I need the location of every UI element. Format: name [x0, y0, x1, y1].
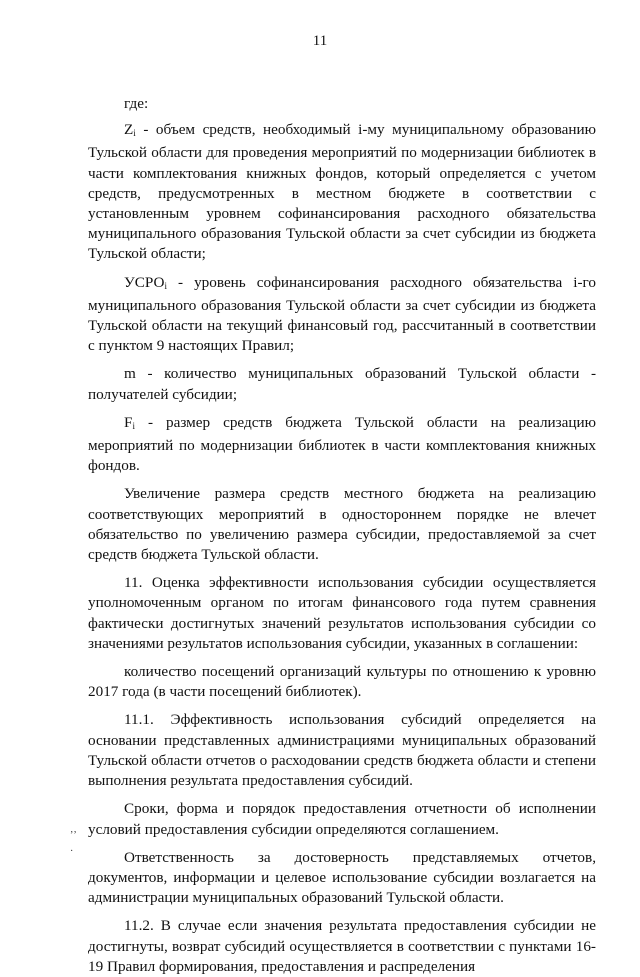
z-definition-text: - объем средств, необходимый i-му муниципальному образованию Тульской области для проведения мероприятий по модернизации библиотек в части комплектования книжных фондов, который определяется с учетом средств, предусмотренных в местном бюджете в соответствии с установленным уровнем софинансирования расходного обязательства муниципального образования Тульской области за счет субсидии из бюджета Тульской области; [88, 121, 596, 263]
paragraph-z-definition [88, 120, 596, 264]
paragraph-m-definition: m - количество муниципальных образований Тульской области - получателей субсидии; [88, 365, 596, 403]
paragraph-f-definition [88, 413, 596, 477]
f-definition-text: - размер средств бюджета Тульской области на реализацию мероприятий по модернизации библиотек в части комплектования книжных фондов. [88, 413, 596, 475]
paragraph-where: где: [124, 95, 149, 112]
paragraph-responsibility: Ответственность за достоверность представляемых отчетов, документов, информации и целевое использование субсидии возлагается на администрации муниципальных образований Тульской области. [88, 848, 596, 907]
paragraph-budget-increase: Увеличение размера средств местного бюджета на реализацию соответствующих мероприятий в одностороннем порядке не влечет обязательство по увеличению размера субсидии, предоставляемой за счет средств бюджета Тульской области. [88, 485, 596, 564]
scan-mark: ‚‚ [70, 824, 77, 835]
uspo-subscript: i [164, 280, 167, 291]
z-subscript: i [133, 128, 136, 139]
uspo-definition-text: - уровень софинансирования расходного обязательства i-го муниципального образования Тульской области за счет субсидии из бюджета Тульской области на текущий финансовый год, рассчитанный в соответствии с пунктом 9 настоящих Правил; [88, 273, 596, 355]
paragraph-uspo-definition [88, 273, 596, 357]
paragraph-section-11: 11. Оценка эффективности использования субсидии осуществляется уполномоченным органом по итогам финансового года путем сравнения фактически достигнутых значений результатов использования субсидии со значениями результатов использования субсидии, указанных в соглашении: [88, 574, 596, 652]
document-body [88, 94, 596, 977]
page-number: 11 [312, 33, 328, 49]
uspo-symbol: УСРО [124, 273, 165, 291]
f-symbol: F [124, 413, 133, 431]
paragraph-reporting-terms: Сроки, форма и порядок предоставления отчетности об исполнении условий предоставления субсидии определяются соглашением. [88, 800, 596, 838]
scan-dot: · [70, 846, 74, 857]
z-symbol: Z [124, 121, 134, 139]
f-subscript: i [132, 420, 135, 431]
paragraph-section-11-2: 11.2. В случае если значения результата предоставления субсидии не достигнуты, возврат субсидий осуществляется в соответствии с пунктами 16-19 Правил формирования, предоставления и распределения [88, 917, 596, 975]
paragraph-visits-indicator: количество посещений организаций культуры по отношению к уровню 2017 года (в части посещений библиотек). [88, 663, 596, 701]
paragraph-section-11-1: 11.1. Эффективность использования субсидий определяется на основании представленных администрациями муниципальных образований Тульской области отчетов о расходовании средств бюджета области и степени выполнения результата предоставления субсидий. [88, 711, 596, 790]
